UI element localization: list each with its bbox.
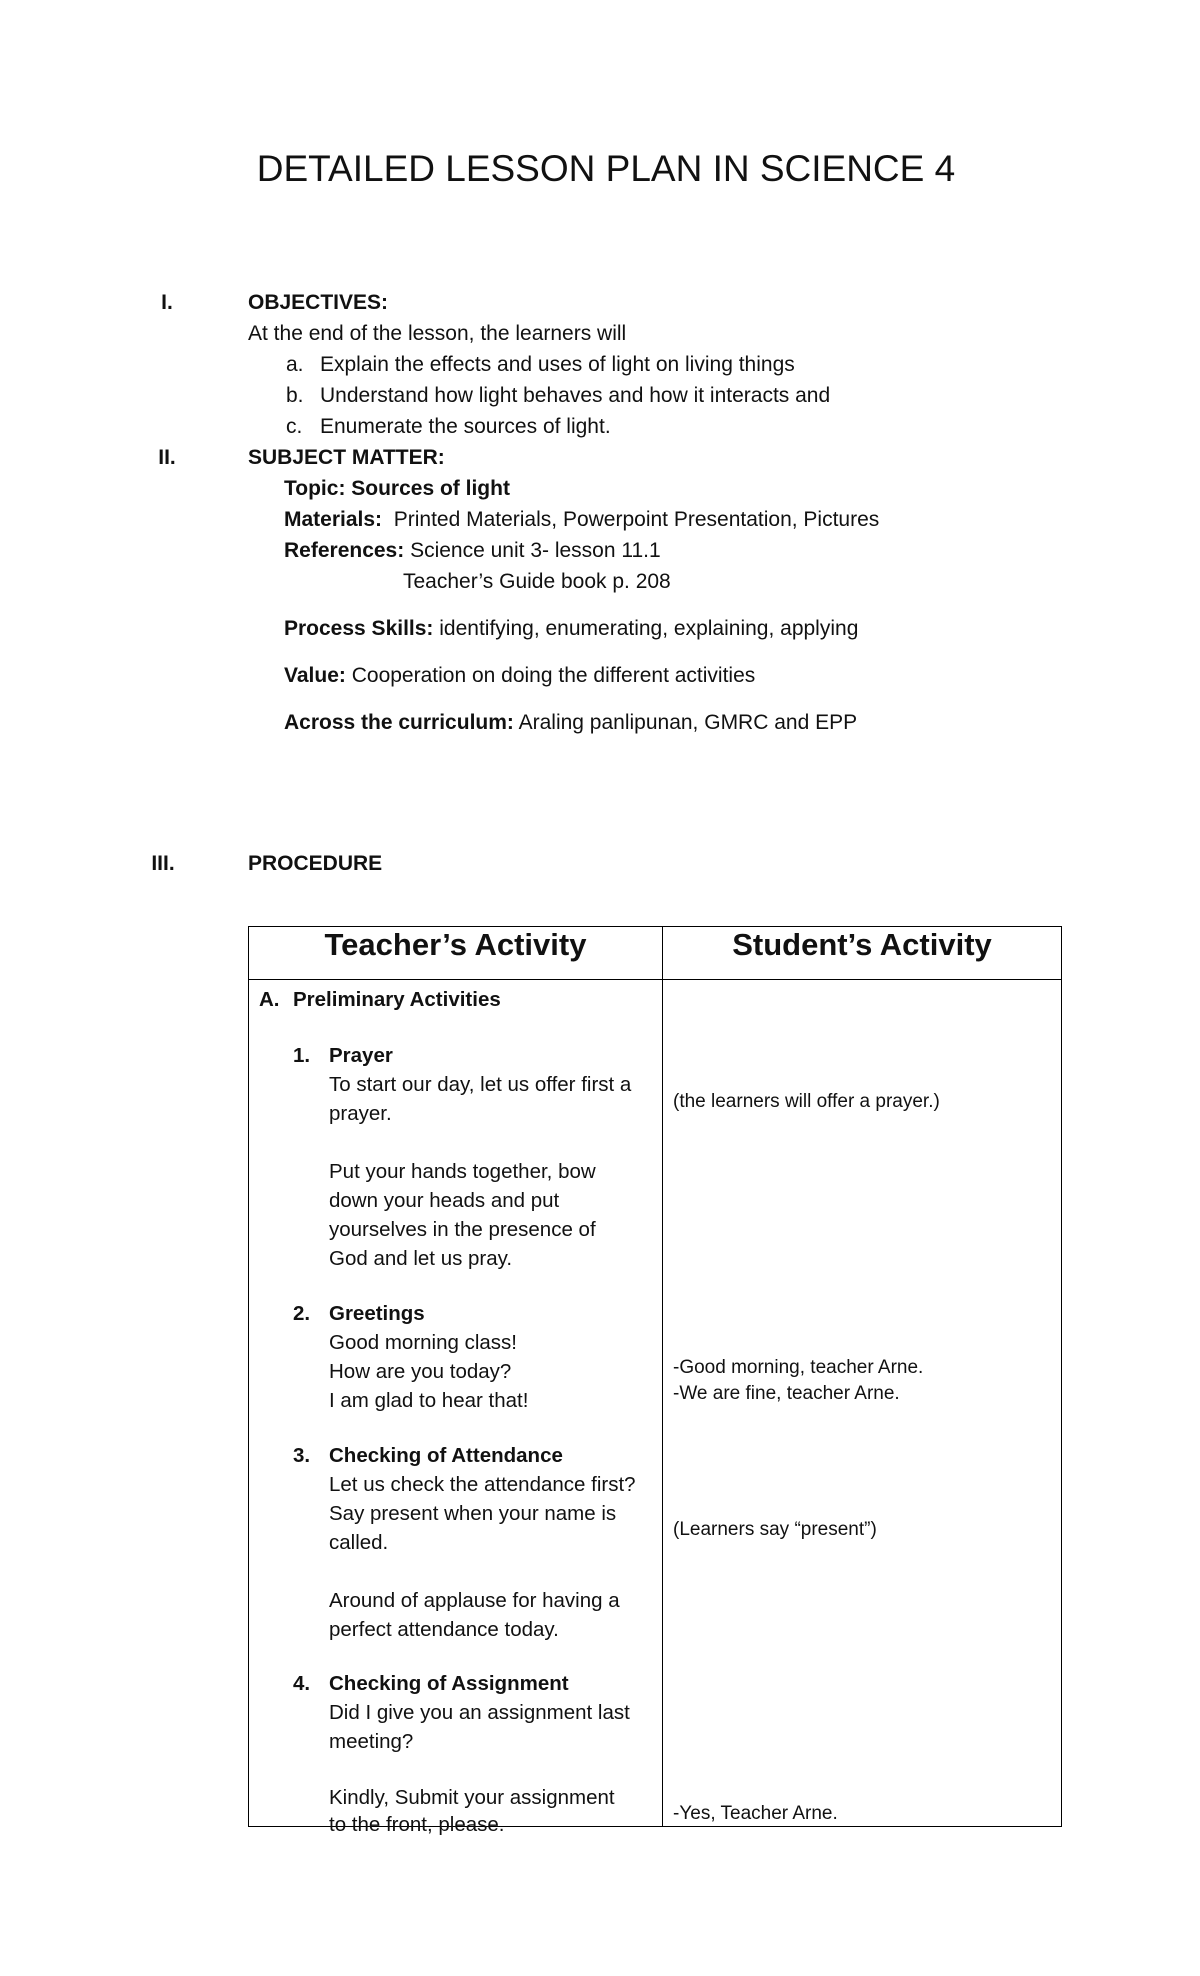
materials-line (284, 508, 879, 532)
process-skills-value: identifying, enumerating, explaining, applying (439, 617, 859, 640)
attendance-line: Around of applause for having a (329, 1589, 620, 1612)
attendance-line: Say present when your name is (329, 1502, 617, 1525)
objective-marker-c: c. (286, 415, 303, 438)
student-activity-cell (663, 980, 1062, 1827)
attendance-title: Checking of Attendance (329, 1444, 563, 1467)
assignment-line: meeting? (329, 1730, 414, 1753)
value-label: Value: (284, 664, 346, 687)
value-value: Cooperation on doing the different activities (351, 664, 756, 687)
value-line (284, 664, 755, 688)
prayer-number: 1. (293, 1044, 311, 1067)
process-skills-label: Process Skills: (284, 617, 434, 640)
section-marker: A. (259, 988, 280, 1011)
objective-item-c: Enumerate the sources of light. (320, 415, 611, 438)
greetings-line: Good morning class! (329, 1331, 518, 1354)
greetings-line: How are you today? (329, 1360, 512, 1383)
attendance-line: called. (329, 1531, 389, 1554)
student-greeting-response: -We are fine, teacher Arne. (673, 1383, 900, 1404)
section-title: Preliminary Activities (293, 988, 501, 1011)
student-prayer-response: (the learners will offer a prayer.) (673, 1091, 940, 1112)
prayer-line: yourselves in the presence of (329, 1218, 596, 1241)
attendance-line: Let us check the attendance first? (329, 1473, 636, 1496)
prayer-title: Prayer (329, 1044, 393, 1067)
objective-item-a: Explain the effects and uses of light on living things (320, 353, 795, 376)
student-attendance-response: (Learners say “present”) (673, 1519, 877, 1540)
objective-item-b: Understand how light behaves and how it interacts and (320, 384, 831, 407)
prayer-line: Put your hands together, bow (329, 1160, 596, 1183)
references-line (284, 539, 661, 563)
assignment-line: Kindly, Submit your assignment (329, 1786, 615, 1809)
table-row (249, 980, 1062, 1827)
procedure-numeral: III. (151, 852, 175, 875)
assignment-number: 4. (293, 1672, 311, 1695)
references-value-2: Teacher’s Guide book p. 208 (403, 570, 671, 593)
process-skills-line (284, 617, 858, 641)
teacher-activity-header: Teacher’s Activity (249, 927, 663, 980)
subject-matter-heading: SUBJECT MATTER: (248, 446, 445, 469)
attendance-number: 3. (293, 1444, 311, 1467)
references-value-1: Science unit 3- lesson 11.1 (410, 539, 661, 562)
prayer-line: God and let us pray. (329, 1247, 513, 1270)
assignment-title: Checking of Assignment (329, 1672, 569, 1695)
student-greeting-response: -Good morning, teacher Arne. (673, 1357, 924, 1378)
greetings-title: Greetings (329, 1302, 425, 1325)
table-header-row (249, 927, 1062, 980)
assignment-line: Did I give you an assignment last (329, 1701, 630, 1724)
subject-matter-numeral: II. (158, 446, 176, 469)
objectives-numeral: I. (161, 291, 173, 314)
teacher-activity-cell (249, 980, 663, 1836)
prayer-line: To start our day, let us offer first a (329, 1073, 632, 1096)
procedure-table (248, 926, 1062, 1836)
student-activity-header: Student’s Activity (663, 927, 1062, 980)
objectives-intro: At the end of the lesson, the learners will (248, 322, 627, 345)
across-curriculum-label: Across the curriculum: (284, 711, 514, 734)
objectives-heading: OBJECTIVES: (248, 291, 389, 314)
materials-label: Materials: (284, 508, 383, 531)
across-curriculum-value: Araling panlipunan, GMRC and EPP (518, 711, 858, 734)
across-curriculum-line (284, 711, 857, 735)
greetings-number: 2. (293, 1302, 311, 1325)
student-assignment-response: -Yes, Teacher Arne. (673, 1803, 838, 1824)
materials-value: Printed Materials, Powerpoint Presentation, Pictures (393, 508, 880, 531)
prayer-line: prayer. (329, 1102, 392, 1125)
prayer-line: down your heads and put (329, 1189, 560, 1212)
assignment-line: to the front, please. (329, 1813, 505, 1836)
procedure-heading: PROCEDURE (248, 852, 383, 875)
references-label: References: (284, 539, 405, 562)
objective-marker-b: b. (286, 384, 304, 407)
objective-marker-a: a. (286, 353, 304, 376)
attendance-line: perfect attendance today. (329, 1618, 559, 1641)
topic-line: Topic: Sources of light (284, 477, 510, 500)
greetings-line: I am glad to hear that! (329, 1389, 529, 1412)
page-title: DETAILED LESSON PLAN IN SCIENCE 4 (256, 148, 956, 189)
